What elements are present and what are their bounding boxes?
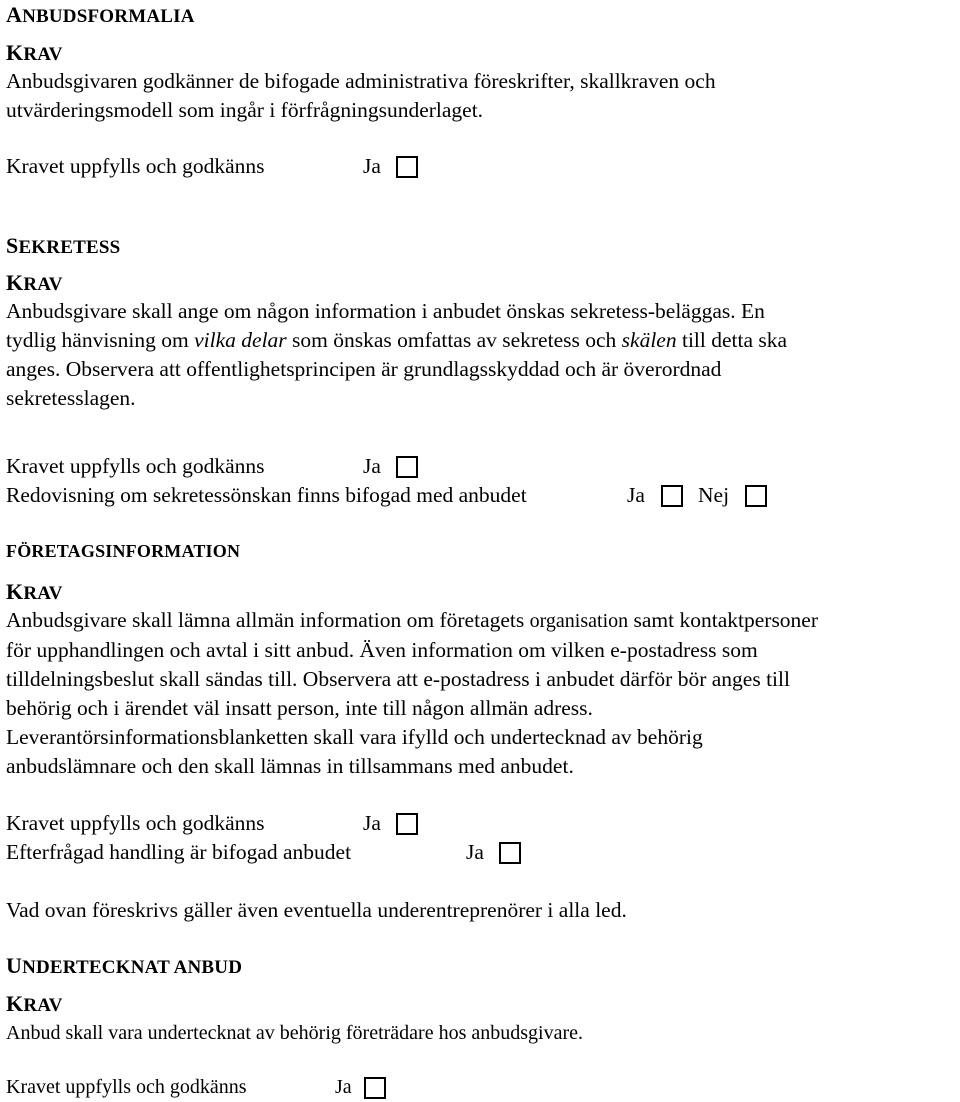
checkbox-nej-disclosure[interactable] <box>745 485 767 507</box>
krav-heading-sekretess: KRAV <box>6 270 63 295</box>
section-heading-undertecknat-anbud: UNDERTECKNAT ANBUD <box>6 953 243 978</box>
disclosure-label: Redovisning om sekretessönskan finns bifogad med anbudet <box>6 483 527 507</box>
requirement-text-foretagsinformation: Anbudsgivare skall lämna allmän information om företagets organisation samt kontaktpersoner för upphandlingen och avtal i sitt anbud. Även information om vilken e-postadress som tilldelningsbeslut skall sändas till. Observera att e-postadress i anbudet därför bör anges till behörig och i ärendet väl insatt person, inte till någon allmän adress. Leverantörsinformationsblanketten skall vara ifylld och undertecknad av behörig anbudslämnare och den skall lämnas in tillsammans med anbudet. <box>6 608 819 778</box>
requirement-row-undertecknat-anbud <box>6 1073 426 1102</box>
requirement-row-foretagsinformation <box>6 809 446 838</box>
section-heading-anbudsformalia: ANBUDSFORMALIA <box>6 2 195 27</box>
requirement-row-sekretess <box>6 452 446 481</box>
requirement-label: Kravet uppfylls och godkänns <box>6 1076 247 1098</box>
section-heading-foretagsinformation: FÖRETAGSINFORMATION <box>6 541 241 561</box>
nej-label: Nej <box>698 483 730 507</box>
requirement-label: Kravet uppfylls och godkänns <box>6 811 265 835</box>
requirement-row-anbudsformalia <box>6 152 446 181</box>
requirement-label: Kravet uppfylls och godkänns <box>6 454 265 478</box>
ja-label: Ja <box>627 483 645 507</box>
disclosure-row-sekretess <box>6 481 786 510</box>
requirement-text-sekretess: Anbudsgivare skall ange om någon information i anbudet önskas sekretess-beläggas. En tydlig hänvisning om vilka delar som önskas omfattas av sekretess och skälen till detta ska anges. Observera att offentlighetsprincipen är grundlagsskyddad och är överordnad sekretesslagen. <box>6 299 788 410</box>
checkbox-ja-sekretess[interactable] <box>396 456 418 478</box>
requirement-text-anbudsformalia: Anbudsgivaren godkänner de bifogade administrativa föreskrifter, skallkraven och utvärderingsmodell som ingår i förfrågningsunderlaget. <box>6 69 716 122</box>
attached-row-foretagsinformation <box>6 838 546 867</box>
ja-label: Ja <box>363 811 381 835</box>
checkbox-ja-disclosure[interactable] <box>661 485 683 507</box>
krav-heading-undertecknat-anbud: KRAV <box>6 991 63 1016</box>
ja-label: Ja <box>335 1076 352 1098</box>
requirement-text-undertecknat-anbud: Anbud skall vara undertecknat av behörig företrädare hos anbudsgivare. <box>6 1022 584 1044</box>
attached-label: Efterfrågad handling är bifogad anbudet <box>6 840 352 864</box>
checkbox-ja-undertecknat-anbud[interactable] <box>364 1077 386 1099</box>
checkbox-ja-anbudsformalia[interactable] <box>396 156 418 178</box>
ja-label: Ja <box>466 840 484 864</box>
requirement-label: Kravet uppfylls och godkänns <box>6 154 265 178</box>
krav-heading-foretagsinformation: KRAV <box>6 579 63 604</box>
checkbox-ja-foretagsinformation[interactable] <box>396 813 418 835</box>
krav-heading-anbudsformalia: KRAV <box>6 40 63 65</box>
section-heading-sekretess: SEKRETESS <box>6 233 121 258</box>
checkbox-ja-attached[interactable] <box>499 842 521 864</box>
ja-label: Ja <box>363 454 381 478</box>
subcontractor-note: Vad ovan föreskrivs gäller även eventuella underentreprenörer i alla led. <box>6 898 627 922</box>
ja-label: Ja <box>363 154 381 178</box>
